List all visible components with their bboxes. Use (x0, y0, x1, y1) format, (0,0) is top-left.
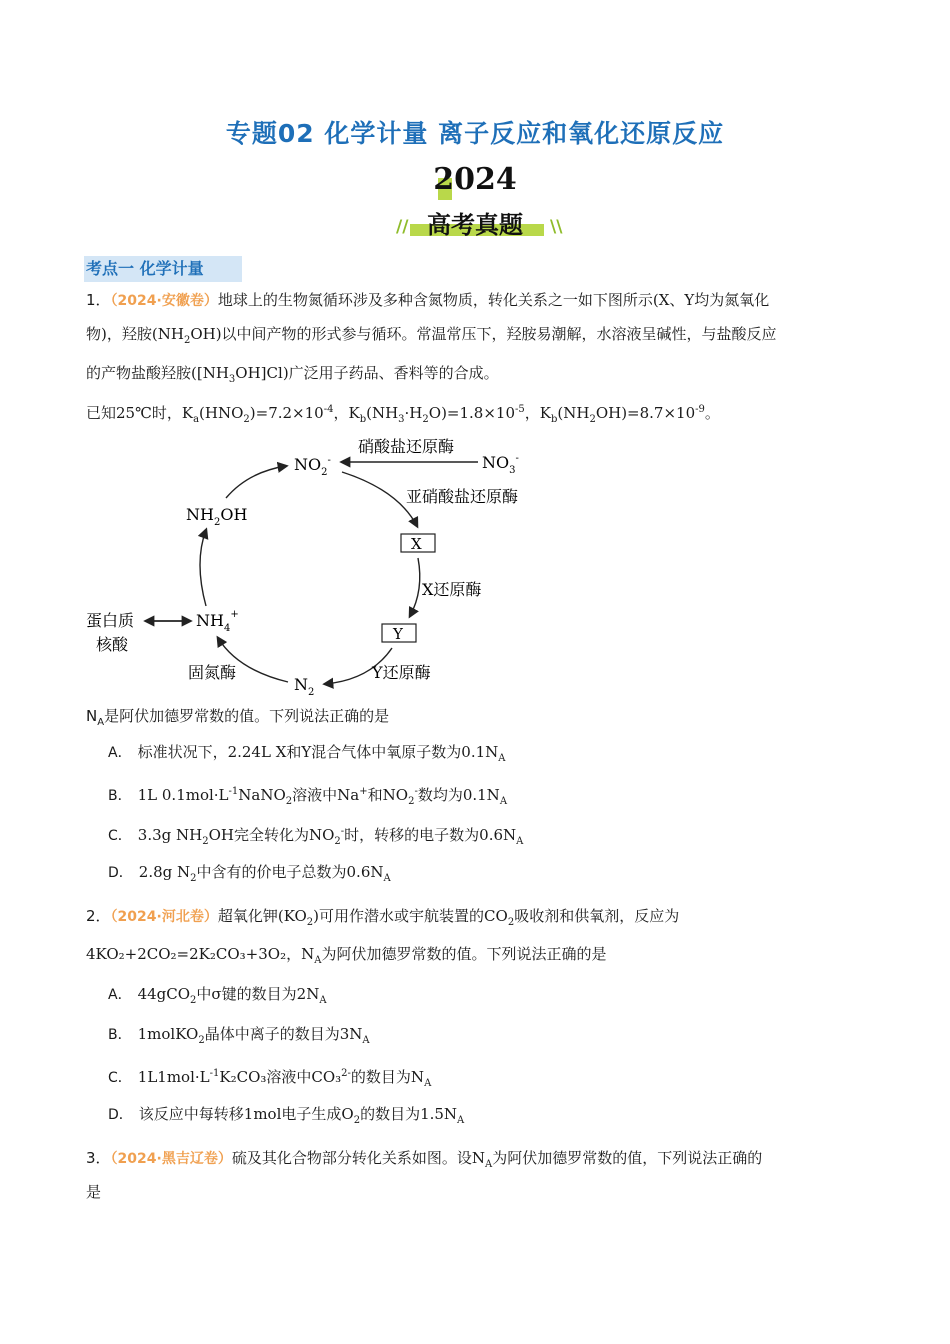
q2-option-b[interactable]: B． 1molKO$_2$晶体中离子的数目为$3N_A$ (108, 1025, 370, 1046)
q1-option-c[interactable]: C． 3.3g $NH_2OH$完全转化为$NO_2^-$时，转移的电子数为$0.6N_A$ (108, 826, 524, 847)
no3-label: $NO_3^-$ (482, 453, 519, 476)
q1-option-b[interactable]: B． 1L $0.1mol\cdot L^{-1}NaNO_2$溶液中Na+和$NO_2^-$数均为$0.1N_A$ (108, 786, 508, 807)
nh2oh-label: $NH_2OH$ (186, 505, 248, 528)
year-heading: 2024 (433, 162, 517, 197)
x-label: X (411, 535, 422, 553)
q1-line2: 物)，羟胺$(NH_2OH)$以中间产物的形式参与循环。常温常压下，羟胺易潮解，水溶液呈碱性，与盐酸反应 (86, 325, 777, 346)
q3-line2: 是 (86, 1183, 102, 1201)
nitrite-reductase-label: 亚硝酸盐还原酶 (406, 487, 519, 506)
slash-decoration-left: // (396, 217, 409, 237)
arrow-x-to-y (410, 558, 420, 616)
arrow-nh4-to-nh2oh (200, 530, 206, 606)
q2-equation-line: 4KO₂+2CO₂=2K₂CO₃+3O₂，$N_A$为阿伏加德罗常数的值。下列说法正确的是 (86, 945, 607, 966)
q1-option-d[interactable]: D． 2.8g $N_2$中含有的价电子总数为$0.6N_A$ (108, 863, 391, 884)
slash-decoration-right: \\ (550, 217, 563, 237)
x-reductase-label: X还原酶 (422, 580, 482, 599)
protein-label: 蛋白质 (86, 611, 135, 630)
nitrogenase-label: 固氮酶 (188, 663, 237, 682)
y-reductase-label: Y还原酶 (372, 663, 431, 682)
no2-label: $NO_2^-$ (294, 455, 331, 478)
section-heading: 考点一 化学计量 (84, 256, 242, 282)
q2-option-c[interactable]: C． $1L1mol\cdot L^{-1}K_2CO_3$溶液中CO₃$^{2-}$的数目为$N_A$ (108, 1068, 432, 1089)
q1-line3: 的产物盐酸羟胺$([NH_3OH]Cl)$广泛用子药品、香料等的合成。 (86, 364, 499, 385)
nh4-label: $NH_4^+$ (196, 609, 239, 634)
y-label: Y (393, 625, 403, 643)
page-title: 专题02 化学计量 离子反应和氧化还原反应 (225, 119, 725, 148)
q3-source: （2024·黑吉辽卷） (110, 1151, 232, 1167)
q2-option-d[interactable]: D． 该反应中每转移1mol电子生成$O_2$的数目为$1.5N_A$ (108, 1105, 465, 1126)
nitrogen-cycle-diagram (80, 430, 550, 700)
q2-line1: 2．（2024·河北卷）超氧化钾$(KO_2)$可用作潜水或宇航装置的$CO_2$吸收剂和供氧剂，反应为 (86, 907, 680, 928)
nucleic-acid-label: 核酸 (96, 635, 129, 654)
q1-stem: $N_A$是阿伏加德罗常数的值。下列说法正确的是 (86, 707, 390, 728)
q1-constants-line: 已知25℃时，$K_a(HNO_2)=7.2\times 10^{-4}$，$K_b(NH_3\cdot H_2O)=1.8\times 10^{-5}$，$K_b(NH_2OH)=8.7\times 10^{-9}$。 (86, 404, 720, 425)
q1-option-a[interactable]: A． 标准状况下，2.24L X和Y混合气体中氧原子数为$0.1N_A$ (108, 743, 506, 764)
q1-line1: 1．（2024·安徽卷）地球上的生物氮循环涉及多种含氮物质，转化关系之一如下图所示(X、Y均为氮氧化 (86, 291, 770, 309)
q2-option-a[interactable]: A． 44gCO$_2$中σ键的数目为$2N_A$ (108, 985, 327, 1006)
nitrate-reductase-label: 硝酸盐还原酶 (358, 437, 455, 456)
q1-source: （2024·安徽卷） (110, 293, 218, 309)
arrow-nh2oh-to-no2 (226, 466, 286, 498)
subtitle-heading: 高考真题 (427, 211, 523, 239)
q2-source: （2024·河北卷） (110, 909, 218, 925)
q3-line1: 3．（2024·黑吉辽卷）硫及其化合物部分转化关系如图。设$N_A$为阿伏加德罗常数的值，下列说法正确的 (86, 1149, 763, 1170)
n2-label: $N_2$ (294, 675, 315, 698)
